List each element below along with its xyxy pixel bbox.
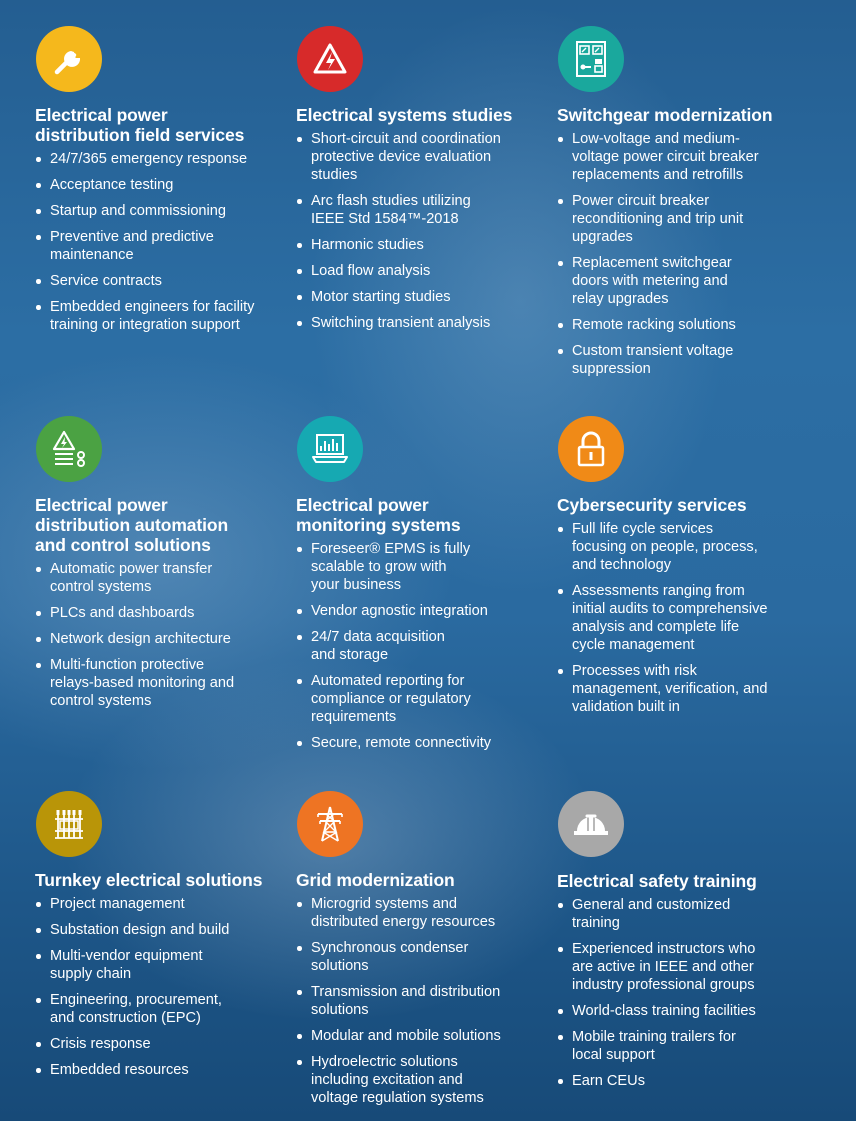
list-item: Earn CEUs xyxy=(557,1072,812,1090)
list-item: Embedded engineers for facility training or integration support xyxy=(35,298,290,334)
service-card-monitoring xyxy=(296,416,551,760)
list-item: Assessments ranging from initial audits to comprehensive analysis and complete life cycle management xyxy=(557,582,812,654)
list-item: Modular and mobile solutions xyxy=(296,1027,551,1045)
service-title: Electrical systems studies xyxy=(296,105,513,125)
list-item: Experienced instructors who are active in IEEE and other industry professional groups xyxy=(557,940,812,994)
service-title: Electrical power monitoring systems xyxy=(296,495,461,535)
list-item: Power circuit breaker reconditioning and trip unit upgrades xyxy=(557,192,812,246)
service-list xyxy=(557,896,812,1090)
service-title: Switchgear modernization xyxy=(557,105,773,125)
service-list xyxy=(557,130,812,378)
switchgear-panel-icon xyxy=(558,26,624,92)
wrench-icon xyxy=(36,26,102,92)
service-title: Grid modernization xyxy=(296,870,455,890)
list-item: Hydroelectric solutions including excitation and voltage regulation systems xyxy=(296,1053,551,1107)
service-card-systems-studies xyxy=(296,26,551,340)
service-card-grid-modernization xyxy=(296,791,551,1115)
list-item: Microgrid systems and distributed energy resources xyxy=(296,895,551,931)
service-title: Cybersecurity services xyxy=(557,495,747,515)
service-list xyxy=(296,540,551,752)
list-item: Processes with risk management, verification, and validation built in xyxy=(557,662,812,716)
list-item: Replacement switchgear doors with metering and relay upgrades xyxy=(557,254,812,308)
service-card-cybersecurity xyxy=(557,416,812,724)
service-title: Electrical power distribution field services xyxy=(35,105,245,145)
padlock-icon xyxy=(558,416,624,482)
list-item: Substation design and build xyxy=(35,921,290,939)
list-item: Embedded resources xyxy=(35,1061,290,1079)
service-title: Turnkey electrical solutions xyxy=(35,870,263,890)
automation-control-icon xyxy=(36,416,102,482)
list-item: Switching transient analysis xyxy=(296,314,551,332)
list-item: Multi-vendor equipment supply chain xyxy=(35,947,290,983)
service-list xyxy=(557,520,812,716)
service-card-turnkey xyxy=(35,791,290,1087)
list-item: Acceptance testing xyxy=(35,176,290,194)
list-item: Motor starting studies xyxy=(296,288,551,306)
transmission-tower-icon xyxy=(297,791,363,857)
service-list xyxy=(35,895,290,1079)
service-list xyxy=(296,130,551,332)
list-item: Synchronous condenser solutions xyxy=(296,939,551,975)
list-item: Transmission and distribution solutions xyxy=(296,983,551,1019)
list-item: Arc flash studies utilizing IEEE Std 1584™-2018 xyxy=(296,192,551,228)
service-title: Electrical safety training xyxy=(557,871,757,891)
list-item: Custom transient voltage suppression xyxy=(557,342,812,378)
service-card-switchgear xyxy=(557,26,812,386)
list-item: Crisis response xyxy=(35,1035,290,1053)
list-item: Network design architecture xyxy=(35,630,290,648)
list-item: Full life cycle services focusing on people, process, and technology xyxy=(557,520,812,574)
service-card-field-services xyxy=(35,26,290,342)
list-item: World-class training facilities xyxy=(557,1002,812,1020)
list-item: Project management xyxy=(35,895,290,913)
hard-hat-icon xyxy=(558,791,624,857)
list-item: Automated reporting for compliance or regulatory requirements xyxy=(296,672,551,726)
list-item: Harmonic studies xyxy=(296,236,551,254)
list-item: Engineering, procurement, and construction (EPC) xyxy=(35,991,290,1027)
list-item: Startup and commissioning xyxy=(35,202,290,220)
list-item: Service contracts xyxy=(35,272,290,290)
monitoring-laptop-icon xyxy=(297,416,363,482)
service-list xyxy=(35,150,290,334)
list-item: Low-voltage and medium- voltage power circuit breaker replacements and retrofills xyxy=(557,130,812,184)
service-card-safety-training xyxy=(557,791,812,1098)
list-item: Foreseer® EPMS is fully scalable to grow with your business xyxy=(296,540,551,594)
list-item: General and customized training xyxy=(557,896,812,932)
substation-icon xyxy=(36,791,102,857)
list-item: Secure, remote connectivity xyxy=(296,734,551,752)
service-card-automation xyxy=(35,416,290,718)
list-item: Load flow analysis xyxy=(296,262,551,280)
list-item: PLCs and dashboards xyxy=(35,604,290,622)
list-item: Vendor agnostic integration xyxy=(296,602,551,620)
list-item: Preventive and predictive maintenance xyxy=(35,228,290,264)
service-list xyxy=(35,560,290,710)
list-item: Automatic power transfer control systems xyxy=(35,560,290,596)
service-title: Electrical power distribution automation and control solutions xyxy=(35,495,229,555)
list-item: Mobile training trailers for local support xyxy=(557,1028,812,1064)
high-voltage-warning-icon xyxy=(297,26,363,92)
list-item: Short-circuit and coordination protective device evaluation studies xyxy=(296,130,551,184)
list-item: 24/7/365 emergency response xyxy=(35,150,290,168)
service-list xyxy=(296,895,551,1107)
list-item: Multi-function protective relays-based monitoring and control systems xyxy=(35,656,290,710)
list-item: Remote racking solutions xyxy=(557,316,812,334)
list-item: 24/7 data acquisition and storage xyxy=(296,628,551,664)
